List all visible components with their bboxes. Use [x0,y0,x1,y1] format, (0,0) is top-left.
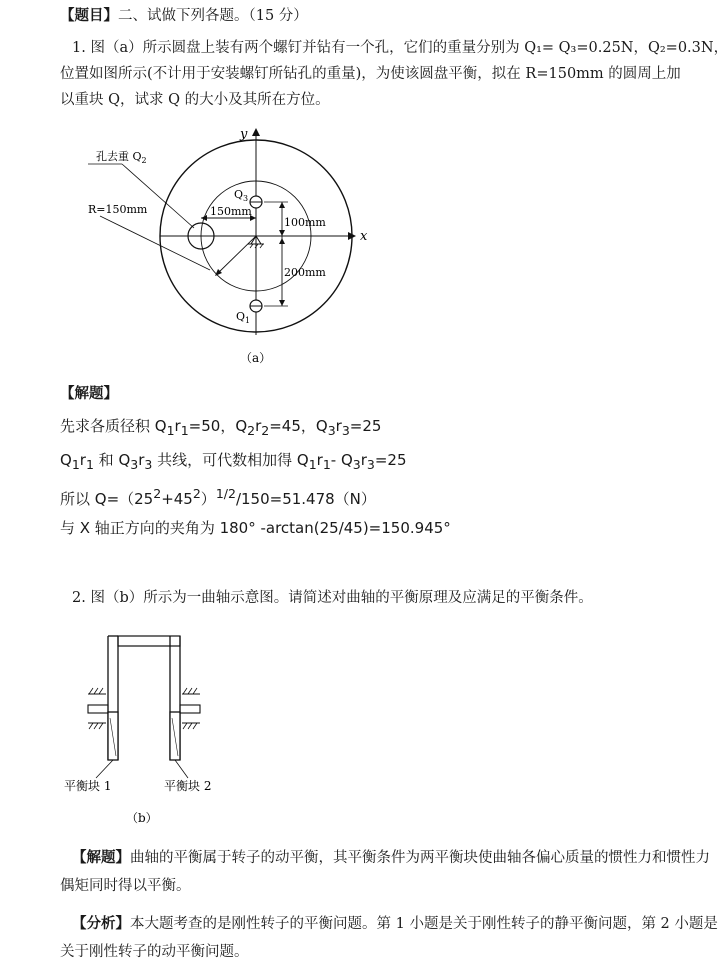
dim-200-label: 200mm [284,266,326,279]
solution2-line2: 偶矩同时得以平衡。 [60,878,191,894]
label-radius: R=150mm [88,203,148,216]
solution1-line1: 先求各质径积 $Q_1r_1=50$，$Q_2r_2=45$，$Q_3r_3=25$ [60,417,382,438]
label-block-2: 平衡块 2 [164,779,212,793]
solution2-line1: 【解题】曲轴的平衡属于转子的动平衡，其平衡条件为两平衡块使曲轴各偏心质量的惯性力和惯性力 [72,849,710,866]
label-q3: $Q_3$ [234,188,249,203]
q1-line1: 1. 图（a）所示圆盘上装有两个螺钉并钻有一个孔，它们的重量分别为 Q₁= Q₃=0.25N，Q₂=0.3N， [72,40,728,56]
analysis-line2: 关于刚性转子的动平衡问题。 [60,944,249,960]
label-q1: $Q_1$ [236,310,251,325]
label-block-1: 平衡块 1 [64,779,112,793]
crank-pin [118,636,180,646]
solution1-line3: 所以 $Q=(25^2+45^2)^{1/2}/150=51.478(N)$ [60,486,376,508]
left-bearing [88,688,106,729]
figure-b-caption: （b） [126,811,158,825]
figure-b-crankshaft [60,628,260,828]
right-shaft [180,705,200,713]
figure-a-disk [60,120,380,370]
label-hole: 孔去重 $Q_2$ [96,150,147,165]
header-text: 二、试做下列各题。（15 分） [118,8,308,24]
header-tag: 【题目】 [60,7,118,24]
analysis-title: 【分析】 [72,915,130,932]
solution1-title: 【解题】 [60,385,118,402]
solution1-line2: $Q_1r_1$ 和 $Q_3r_3$ 共线，可代数相加得 $Q_1r_1-$ $Q_3r_3=25$ [60,451,407,472]
leader-radius [100,216,210,270]
solution1-line4: 与 X 轴正方向的夹角为 180° -arctan(25/45)=150.945° [60,519,451,537]
leader-block-2 [175,760,188,778]
radius-line [216,236,256,275]
dim-150-label: 150mm [210,205,252,218]
solution2-title: 【解题】 [72,849,130,866]
figure-a-caption: （a） [240,351,272,365]
q1-line3: 以重块 Q，试求 Q 的大小及其所在方位。 [60,92,330,108]
right-bearing [182,688,200,729]
x-label: x [360,229,368,244]
y-label: y [240,127,248,142]
leader-block-1 [96,760,113,778]
q1-line2: 位置如图所示(不计用于安装螺钉所钻孔的重量)，为使该圆盘平衡，拟在 R=150mm 的圆周上加 [60,66,681,82]
left-shaft [88,705,108,713]
dim-100-label: 100mm [284,216,326,229]
y-axis-arrow [252,128,260,136]
question-header [60,6,308,26]
analysis-line1: 【分析】本大题考查的是刚性转子的平衡问题。第 1 小题是关于刚性转子的静平衡问题，第 2 小题是 [72,915,718,932]
q2-line1: 2. 图（b）所示为一曲轴示意图。请简述对曲轴的平衡原理及应满足的平衡条件。 [72,590,593,606]
